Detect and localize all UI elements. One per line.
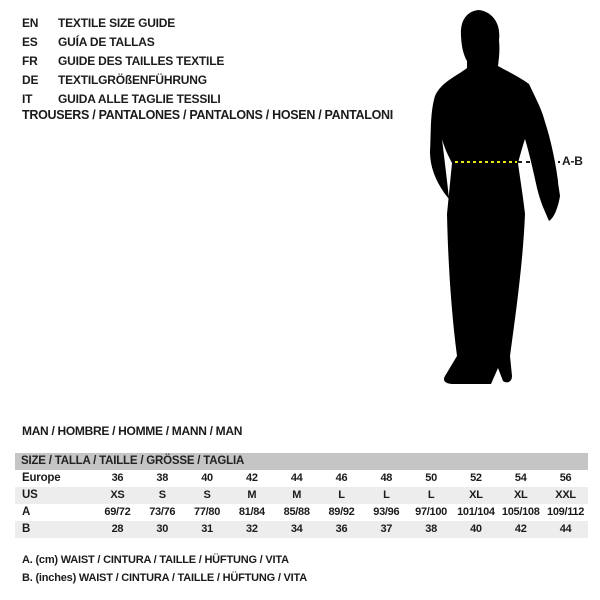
language-text: GUÍA DE TALLAS: [58, 34, 155, 49]
language-code: ES: [22, 34, 38, 49]
section-title-man: MAN / HOMBRE / HOMME / MANN / MAN: [22, 424, 243, 438]
size-cell: S: [203, 489, 211, 501]
language-text: GUIDE DES TAILLES TEXTILE: [58, 53, 225, 68]
size-cell: L: [383, 489, 390, 501]
language-row-fr: [22, 51, 224, 70]
size-table-body: [15, 470, 588, 538]
size-cell: 36: [335, 523, 348, 535]
size-cell: 44: [290, 472, 303, 484]
waist-measure-label: A-B: [562, 154, 583, 168]
size-table-header: SIZE / TALLA / TAILLE / GRÖSSE / TAGLIA: [15, 453, 588, 470]
language-text: TEXTILGRÖßENFÜHRUNG: [58, 72, 207, 87]
language-row-en: [22, 13, 224, 32]
size-cell: 81/84: [238, 506, 265, 518]
language-code: IT: [22, 91, 33, 106]
row-label: US: [22, 489, 38, 501]
size-cell: XL: [469, 489, 483, 501]
waist-measure-dash-on-body: [455, 161, 517, 163]
size-cell: M: [292, 489, 302, 501]
size-cell: L: [338, 489, 345, 501]
size-cell: 28: [111, 523, 124, 535]
language-text: TEXTILE SIZE GUIDE: [58, 15, 176, 30]
size-cell: 97/100: [415, 506, 448, 518]
size-cell: 31: [201, 523, 213, 535]
size-cell: 89/92: [328, 506, 355, 518]
size-cell: 105/108: [501, 506, 540, 518]
category-title: TROUSERS / PANTALONES / PANTALONS / HOSEN / PANTALONI: [22, 108, 393, 122]
language-code: DE: [22, 72, 39, 87]
size-cell: 46: [335, 472, 348, 484]
language-row-es: [22, 32, 224, 51]
size-cell: 40: [201, 472, 213, 484]
table-row-b: [15, 521, 588, 538]
size-cell: 69/72: [104, 506, 131, 518]
size-cell: 37: [380, 523, 393, 535]
size-cell: 40: [470, 523, 482, 535]
man-silhouette-icon: [415, 0, 600, 400]
size-cell: 101/104: [457, 506, 495, 518]
size-cell: 44: [559, 523, 572, 535]
language-code: FR: [22, 53, 38, 68]
size-cell: 50: [425, 472, 437, 484]
size-cell: 30: [156, 523, 169, 535]
size-cell: 85/88: [283, 506, 310, 518]
size-cell: 48: [380, 472, 393, 484]
size-cell: 42: [514, 523, 527, 535]
language-row-de: [22, 70, 224, 89]
size-cell: XL: [513, 489, 528, 501]
size-cell: 42: [246, 472, 258, 484]
note-b-inches: B. (inches) WAIST / CINTURA / TAILLE / HÜFTUNG / VITA: [22, 572, 307, 584]
language-text: GUIDA ALLE TAGLIE TESSILI: [58, 91, 221, 106]
note-a-cm: A. (cm) WAIST / CINTURA / TAILLE / HÜFTUNG / VITA: [22, 554, 289, 566]
size-cell: 56: [559, 472, 572, 484]
size-cell: 52: [470, 472, 482, 484]
size-cell: 73/76: [149, 506, 176, 518]
row-label: A: [22, 506, 31, 518]
language-row-it: [22, 89, 224, 108]
size-cell: 38: [156, 472, 169, 484]
size-cell: 109/112: [547, 506, 585, 518]
size-cell: 34: [290, 523, 303, 535]
size-cell: S: [158, 489, 166, 501]
table-row-europe: [15, 470, 588, 487]
language-list: [22, 13, 224, 108]
row-label: B: [22, 523, 31, 535]
table-row-us: [15, 487, 588, 504]
size-cell: M: [247, 489, 257, 501]
measurement-notes: [22, 551, 307, 587]
size-cell: 36: [111, 472, 124, 484]
language-code: EN: [22, 15, 39, 30]
table-row-a: [15, 504, 588, 521]
size-cell: XS: [110, 489, 125, 501]
size-cell: L: [427, 489, 435, 501]
size-cell: 77/80: [194, 506, 221, 518]
size-cell: XXL: [555, 489, 576, 501]
row-label: Europe: [22, 472, 61, 484]
size-table: [15, 453, 588, 538]
size-cell: 93/96: [373, 506, 400, 518]
size-cell: 54: [514, 472, 527, 484]
size-cell: 38: [425, 523, 437, 535]
size-cell: 32: [246, 523, 258, 535]
